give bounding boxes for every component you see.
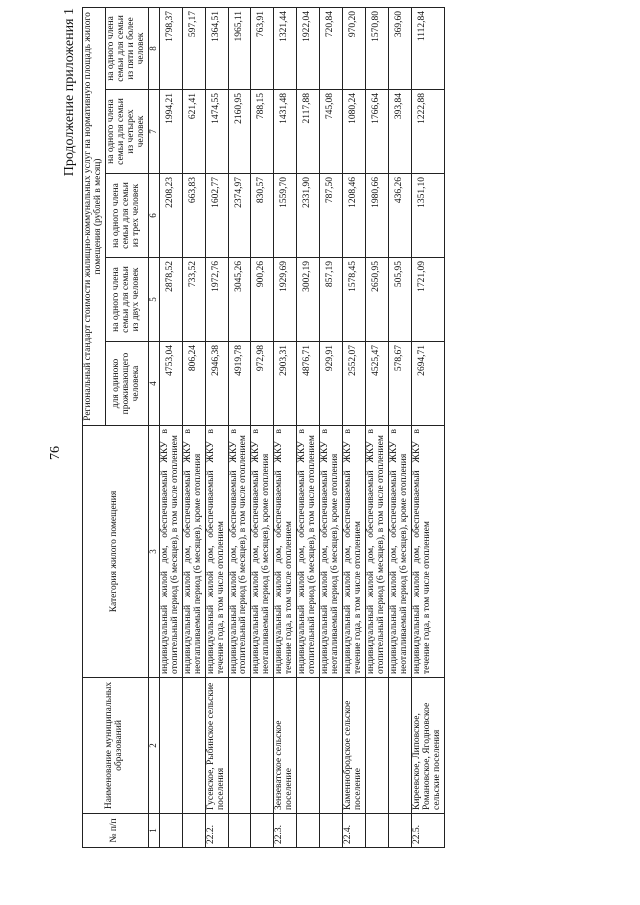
table-row bbox=[320, 7, 343, 847]
municipality-name bbox=[228, 678, 251, 814]
housing-category: индивидуальный жилой дом, обеспечиваемый ЖКУ в неотапливаемый период (6 месяцев), кроме отопления bbox=[389, 426, 412, 678]
value-five: 1321,44 bbox=[274, 7, 297, 89]
housing-category: индивидуальный жилой дом, обеспечиваемый ЖКУ в неотапливаемый период (6 месяцев), кроме отопления bbox=[320, 426, 343, 678]
column-number: 8 bbox=[148, 7, 159, 89]
row-number: 22.4. bbox=[343, 814, 366, 848]
table-row bbox=[251, 7, 274, 847]
value-single: 806,24 bbox=[182, 342, 205, 426]
value-single: 4753,04 bbox=[159, 342, 182, 426]
municipality-name bbox=[320, 678, 343, 814]
table-row bbox=[205, 7, 228, 847]
value-four: 393,84 bbox=[389, 90, 412, 174]
housing-category: индивидуальный жилой дом, обеспечиваемый ЖКУ в течение года, в том числе отоплением bbox=[274, 426, 297, 678]
row-number: 22.2. bbox=[205, 814, 228, 848]
housing-category: индивидуальный жилой дом, обеспечиваемый ЖКУ в неотапливаемый период (6 месяцев), кроме отопления bbox=[182, 426, 205, 678]
housing-category: индивидуальный жилой дом, обеспечиваемый ЖКУ в течение года, в том числе отоплением bbox=[343, 426, 366, 678]
value-five: 369,60 bbox=[389, 7, 412, 89]
value-three: 1602,77 bbox=[205, 174, 228, 258]
appendix-caption: Продолжение приложения 1 bbox=[62, 8, 77, 177]
row-number bbox=[389, 814, 412, 848]
value-single: 4525,47 bbox=[366, 342, 389, 426]
table-row bbox=[228, 7, 251, 847]
value-two: 1721,09 bbox=[412, 258, 445, 342]
header-num: № п/п bbox=[83, 814, 149, 848]
municipality-name bbox=[389, 678, 412, 814]
value-four: 1766,64 bbox=[366, 90, 389, 174]
value-three: 1208,46 bbox=[343, 174, 366, 258]
value-two: 2650,95 bbox=[366, 258, 389, 342]
housing-category: индивидуальный жилой дом, обеспечиваемый ЖКУ в отопительный период (6 месяцев), в том числе отоплением bbox=[297, 426, 320, 678]
table-row bbox=[182, 7, 205, 847]
municipality-name: Киреевское, Липовское, Романовское, Ягодновское сельские поселения bbox=[412, 678, 445, 814]
value-three: 787,50 bbox=[320, 174, 343, 258]
value-two: 900,26 bbox=[251, 258, 274, 342]
housing-category: индивидуальный жилой дом, обеспечиваемый ЖКУ в отопительный период (6 месяцев), в том числе отоплением bbox=[228, 426, 251, 678]
value-three: 1351,10 bbox=[412, 174, 445, 258]
value-four: 2160,95 bbox=[228, 90, 251, 174]
value-single: 2552,07 bbox=[343, 342, 366, 426]
value-three: 1980,66 bbox=[366, 174, 389, 258]
column-number: 5 bbox=[148, 258, 159, 342]
header-col-three: на одного члена семьи для семьи из трех человек bbox=[105, 174, 148, 258]
column-number: 4 bbox=[148, 342, 159, 426]
value-three: 663,83 bbox=[182, 174, 205, 258]
value-four: 1994,21 bbox=[159, 90, 182, 174]
value-four: 745,08 bbox=[320, 90, 343, 174]
row-number bbox=[297, 814, 320, 848]
value-two: 733,52 bbox=[182, 258, 205, 342]
row-number bbox=[182, 814, 205, 848]
value-single: 4919,78 bbox=[228, 342, 251, 426]
municipality-name bbox=[182, 678, 205, 814]
table-row bbox=[274, 7, 297, 847]
value-four: 1474,55 bbox=[205, 90, 228, 174]
row-number bbox=[320, 814, 343, 848]
value-four: 1222,88 bbox=[412, 90, 445, 174]
value-three: 2331,90 bbox=[297, 174, 320, 258]
municipality-name: Гусевское, Рыбинское сельские поселения bbox=[205, 678, 228, 814]
housing-category: индивидуальный жилой дом, обеспечиваемый ЖКУ в отопительный период (6 месяцев), в том числе отоплением bbox=[366, 426, 389, 678]
value-five: 720,84 bbox=[320, 7, 343, 89]
value-three: 2208,23 bbox=[159, 174, 182, 258]
value-five: 763,91 bbox=[251, 7, 274, 89]
value-five: 1965,11 bbox=[228, 7, 251, 89]
value-single: 972,98 bbox=[251, 342, 274, 426]
value-five: 1922,04 bbox=[297, 7, 320, 89]
value-four: 1080,24 bbox=[343, 90, 366, 174]
housing-category: индивидуальный жилой дом, обеспечиваемый ЖКУ в течение года, в том числе отоплением bbox=[205, 426, 228, 678]
row-number bbox=[159, 814, 182, 848]
header-col-five: на одного члена семьи для семьи из пяти и более человек bbox=[105, 7, 148, 89]
rotated-page bbox=[62, 8, 582, 848]
housing-category: индивидуальный жилой дом, обеспечиваемый ЖКУ в отопительный период (6 месяцев), в том числе отоплением bbox=[159, 426, 182, 678]
value-single: 4876,71 bbox=[297, 342, 320, 426]
value-two: 505,95 bbox=[389, 258, 412, 342]
value-single: 578,67 bbox=[389, 342, 412, 426]
value-single: 2903,31 bbox=[274, 342, 297, 426]
row-number: 22.5. bbox=[412, 814, 445, 848]
header-col-single: для одиноко проживающего человека bbox=[105, 342, 148, 426]
column-number: 1 bbox=[148, 814, 159, 848]
value-four: 621,41 bbox=[182, 90, 205, 174]
municipality-name bbox=[251, 678, 274, 814]
housing-category: индивидуальный жилой дом, обеспечиваемый ЖКУ в течение года, в том числе отоплением bbox=[412, 426, 445, 678]
table-row bbox=[366, 7, 389, 847]
housing-category: индивидуальный жилой дом, обеспечиваемый ЖКУ в неотапливаемый период (6 месяцев), кроме отопления bbox=[251, 426, 274, 678]
value-two: 857,19 bbox=[320, 258, 343, 342]
municipality-name bbox=[366, 678, 389, 814]
header-col-four: на одного члена семьи для семьи из четырех человек bbox=[105, 90, 148, 174]
table-row bbox=[389, 7, 412, 847]
municipality-name: Каменнобродское сельское поселение bbox=[343, 678, 366, 814]
value-two: 3002,19 bbox=[297, 258, 320, 342]
value-two: 1972,76 bbox=[205, 258, 228, 342]
value-four: 2117,88 bbox=[297, 90, 320, 174]
value-two: 1578,45 bbox=[343, 258, 366, 342]
value-three: 2374,97 bbox=[228, 174, 251, 258]
header-category: Категория жилого помещения bbox=[83, 426, 149, 678]
table-row bbox=[343, 7, 366, 847]
row-number bbox=[251, 814, 274, 848]
header-name: Наименование муниципальных образований bbox=[83, 678, 149, 814]
value-three: 1559,70 bbox=[274, 174, 297, 258]
municipality-name bbox=[297, 678, 320, 814]
value-two: 2878,52 bbox=[159, 258, 182, 342]
header-row bbox=[83, 7, 106, 847]
value-four: 1431,48 bbox=[274, 90, 297, 174]
row-number bbox=[366, 814, 389, 848]
value-five: 1798,37 bbox=[159, 7, 182, 89]
municipality-name bbox=[159, 678, 182, 814]
table-row bbox=[412, 7, 445, 847]
column-number: 3 bbox=[148, 426, 159, 678]
table-row bbox=[159, 7, 182, 847]
value-five: 1570,80 bbox=[366, 7, 389, 89]
column-number-row bbox=[148, 7, 159, 847]
header-standard: Региональный стандарт стоимости жилищно-коммунальных услуг на нормативную площадь жилого помещения (рублей в месяц) bbox=[83, 7, 106, 425]
value-two: 1929,69 bbox=[274, 258, 297, 342]
value-single: 929,91 bbox=[320, 342, 343, 426]
value-single: 2694,71 bbox=[412, 342, 445, 426]
column-number: 7 bbox=[148, 90, 159, 174]
value-five: 597,17 bbox=[182, 7, 205, 89]
page-number: 76 bbox=[48, 446, 63, 460]
value-four: 788,15 bbox=[251, 90, 274, 174]
row-number: 22.3. bbox=[274, 814, 297, 848]
header-col-two: на одного члена семьи для семьи из двух человек bbox=[105, 258, 148, 342]
column-number: 2 bbox=[148, 678, 159, 814]
column-number: 6 bbox=[148, 174, 159, 258]
row-number bbox=[228, 814, 251, 848]
municipality-name: Зензеватское сельское поселение bbox=[274, 678, 297, 814]
value-five: 1364,51 bbox=[205, 7, 228, 89]
value-five: 1112,84 bbox=[412, 7, 445, 89]
table-body bbox=[159, 7, 444, 847]
value-three: 436,26 bbox=[389, 174, 412, 258]
value-five: 970,20 bbox=[343, 7, 366, 89]
tariff-table bbox=[82, 7, 445, 848]
value-three: 830,57 bbox=[251, 174, 274, 258]
value-single: 2946,38 bbox=[205, 342, 228, 426]
table-row bbox=[297, 7, 320, 847]
value-two: 3045,26 bbox=[228, 258, 251, 342]
